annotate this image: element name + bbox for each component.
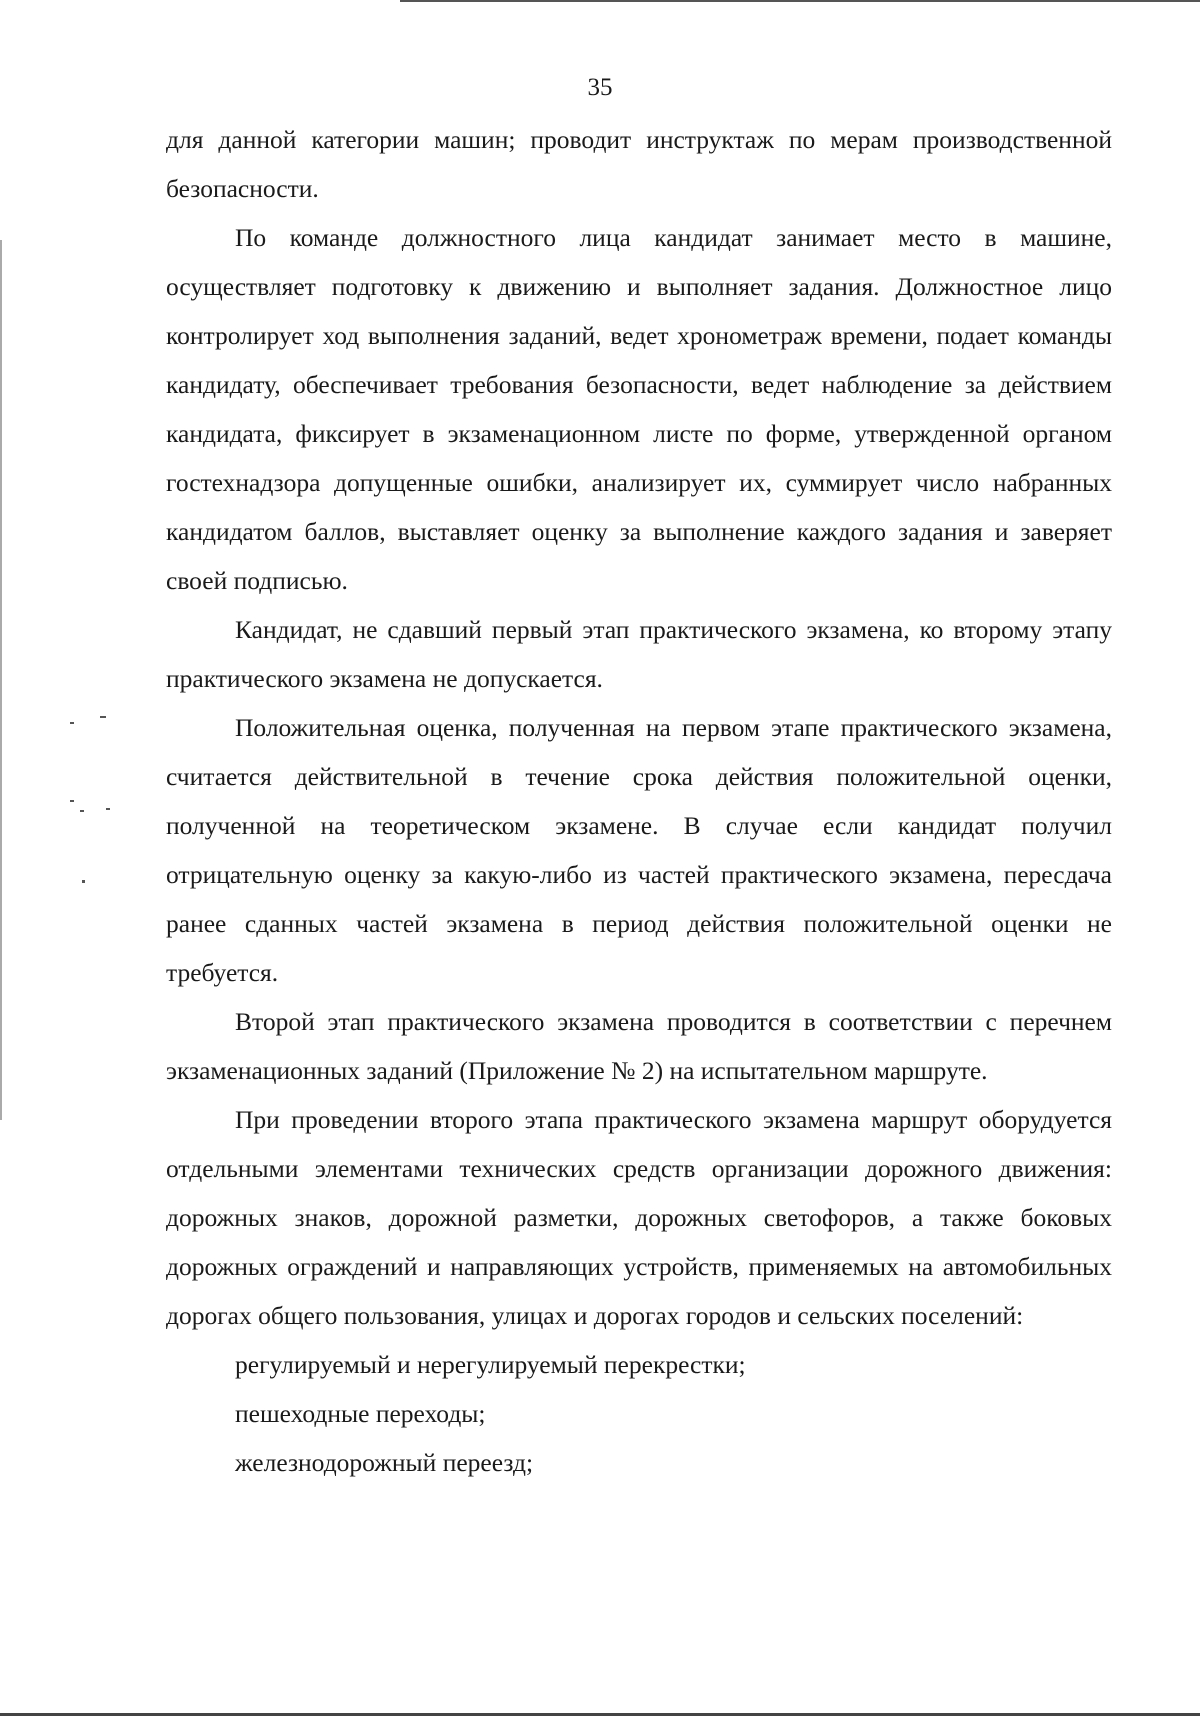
document-body bbox=[166, 115, 1112, 1487]
scan-speck bbox=[70, 800, 74, 802]
list-item: регулируемый и нерегулируемый перекрестки; bbox=[235, 1350, 746, 1379]
scan-speck bbox=[100, 716, 106, 718]
scan-edge-left bbox=[0, 240, 2, 1120]
paragraph: По команде должностного лица кандидат занимает место в машине, осуществляет подготовку к движению и выполняет задания. Должностное лицо контролирует ход выполнения заданий, ведет хронометраж времени, подает команды кандидату, обеспечивает требования безопасности, ведет наблюдение за действием кандидата, фиксирует в экзаменационном листе по форме, утвержденной органом гостехнадзора допущенные ошибки, анализирует их, суммирует число набранных кандидатом баллов, выставляет оценку за выполнение каждого задания и заверяет своей подписью. bbox=[166, 223, 1112, 595]
paragraph: При проведении второго этапа практического экзамена маршрут оборудуется отдельными элементами технических средств организации дорожного движения: дорожных знаков, дорожной разметки, дорожных светофоров, а также боковых дорожных ограждений и направляющих устройств, применяемых на автомобильных дорогах общего пользования, улицах и дорогах городов и сельских поселений: bbox=[166, 1105, 1112, 1330]
paragraph: для данной категории машин; проводит инструктаж по мерам производственной безопасности. bbox=[166, 125, 1112, 203]
scan-edge-top bbox=[400, 0, 1200, 2]
scan-speck bbox=[70, 722, 74, 724]
scan-edge-bottom bbox=[0, 1713, 1200, 1716]
paragraph: Положительная оценка, полученная на первом этапе практического экзамена, считается действительной в течение срока действия положительной оценки, полученной на теоретическом экзамене. В случае если кандидат получил отрицательную оценку за какую-либо из частей практического экзамена, пересдача ранее сданных частей экзамена в период действия положительной оценки не требуется. bbox=[166, 713, 1112, 987]
list-item: пешеходные переходы; bbox=[235, 1399, 486, 1428]
list-item: железнодорожный переезд; bbox=[235, 1448, 534, 1477]
page-number: 35 bbox=[587, 74, 613, 101]
paragraph: Второй этап практического экзамена проводится в соответствии с перечнем экзаменационных заданий (Приложение № 2) на испытательном маршруте. bbox=[166, 1007, 1112, 1085]
paragraph: Кандидат, не сдавший первый этап практического экзамена, ко второму этапу практического экзамена не допускается. bbox=[166, 615, 1112, 693]
scan-speck bbox=[82, 880, 85, 883]
scan-speck bbox=[80, 810, 84, 812]
scan-speck bbox=[106, 808, 110, 810]
